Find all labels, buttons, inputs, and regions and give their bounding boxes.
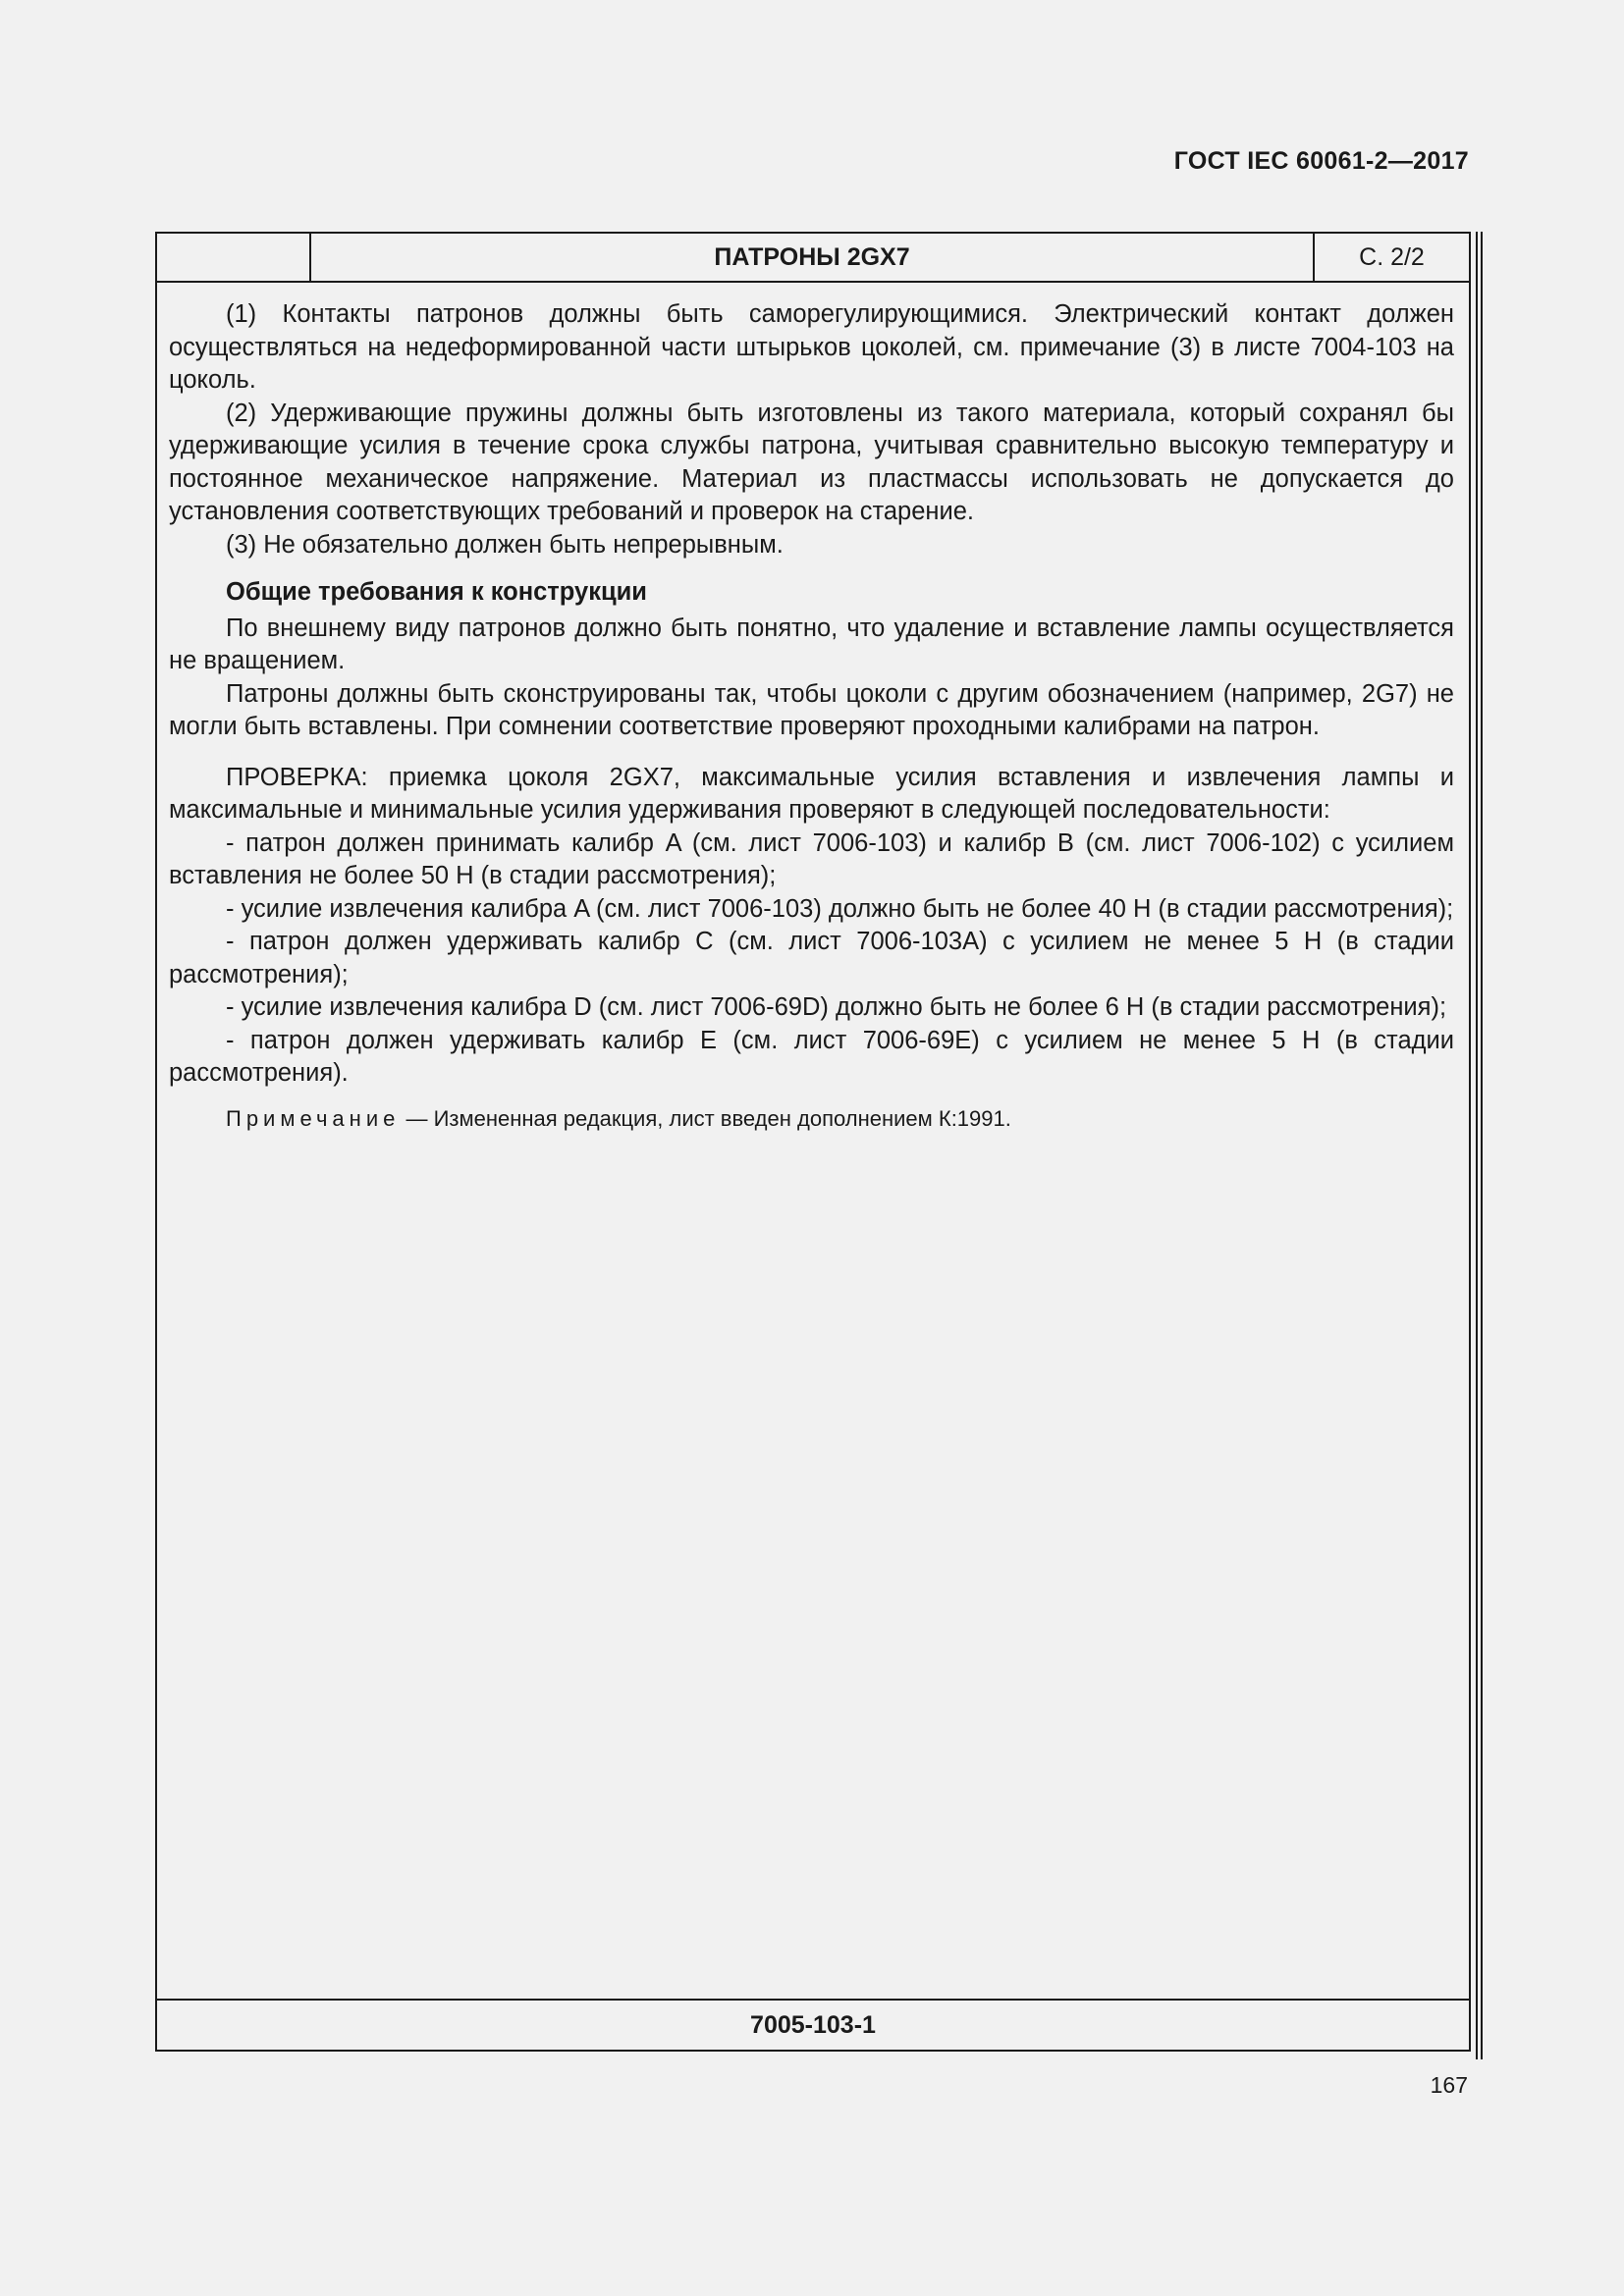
note-text: — Измененная редакция, лист введен дополнением К:1991.	[400, 1105, 1011, 1131]
sheet-page-label: С. 2/2	[1359, 242, 1425, 271]
check-item: - усилие извлечения калибра D (см. лист 7006-69D) должно быть не более 6 Н (в стадии рассмотрения);	[226, 993, 1447, 1021]
check-item: - патрон должен принимать калибр A (см. лист 7006-103) и калибр B (см. лист 7006-102) с усилием вставления не более 50 Н (в стадии рассмотрения);	[169, 828, 1454, 889]
sheet-edge-rule	[1476, 232, 1478, 2059]
paragraph-check: ПРОВЕРКА: приемка цоколя 2GX7, максимальные усилия вставления и извлечения лампы и максимальные и минимальные усилия удерживания проверяют в следующей последовательности:	[169, 763, 1454, 824]
paragraph-note-2: (2) Удерживающие пружины должны быть изготовлены из такого материала, который сохранял бы удерживающие усилия в течение срока службы патрона, учитывая сравнительно высокую температуру и постоянное механическое напряжение. Материал из пластмассы использовать не допускается до установления соответствующих требований и проверок на старение.	[169, 399, 1454, 525]
sheet-content	[169, 298, 1454, 1135]
page-number: 167	[1430, 2072, 1468, 2098]
note	[169, 1102, 1454, 1136]
sheet-edge-rule	[1481, 232, 1483, 2059]
sheet-title: ПАТРОНЫ 2GX7	[311, 234, 1315, 281]
paragraph-note-1: (1) Контакты патронов должны быть саморегулирующимися. Электрический контакт должен осуществляться на недеформированной части штырьков цоколей, см. примечание (3) в листе 7004-103 на цоколь.	[169, 300, 1454, 394]
document-code: ГОСТ IEC 60061-2—2017	[1173, 147, 1469, 175]
header-empty-cell	[157, 234, 311, 281]
section-heading: Общие требования к конструкции	[226, 578, 647, 606]
paragraph-appearance: По внешнему виду патронов должно быть понятно, что удаление и вставление лампы осуществляется не вращением.	[169, 614, 1454, 674]
note-label: Примечание	[226, 1105, 401, 1131]
paragraph-construction: Патроны должны быть сконструированы так, чтобы цоколи с другим обозначением (например, 2G7) не могли быть вставлены. При сомнении соответствие проверяют проходными калибрами на патрон.	[169, 679, 1454, 740]
paragraph-note-3: (3) Не обязательно должен быть непрерывным.	[226, 530, 784, 559]
check-item: - патрон должен удерживать калибр E (см. лист 7006-69E) с усилием не менее 5 Н (в стадии рассмотрения).	[169, 1026, 1454, 1087]
check-item: - усилие извлечения калибра A (см. лист 7006-103) должно быть не более 40 Н (в стадии рассмотрения);	[226, 894, 1454, 923]
standard-sheet	[155, 232, 1471, 2052]
check-item: - патрон должен удерживать калибр C (см. лист 7006-103A) с усилием не менее 5 Н (в стадии рассмотрения);	[169, 928, 1454, 988]
sheet-footer-code: 7005-103-1	[157, 1999, 1469, 2050]
sheet-header	[157, 234, 1469, 283]
